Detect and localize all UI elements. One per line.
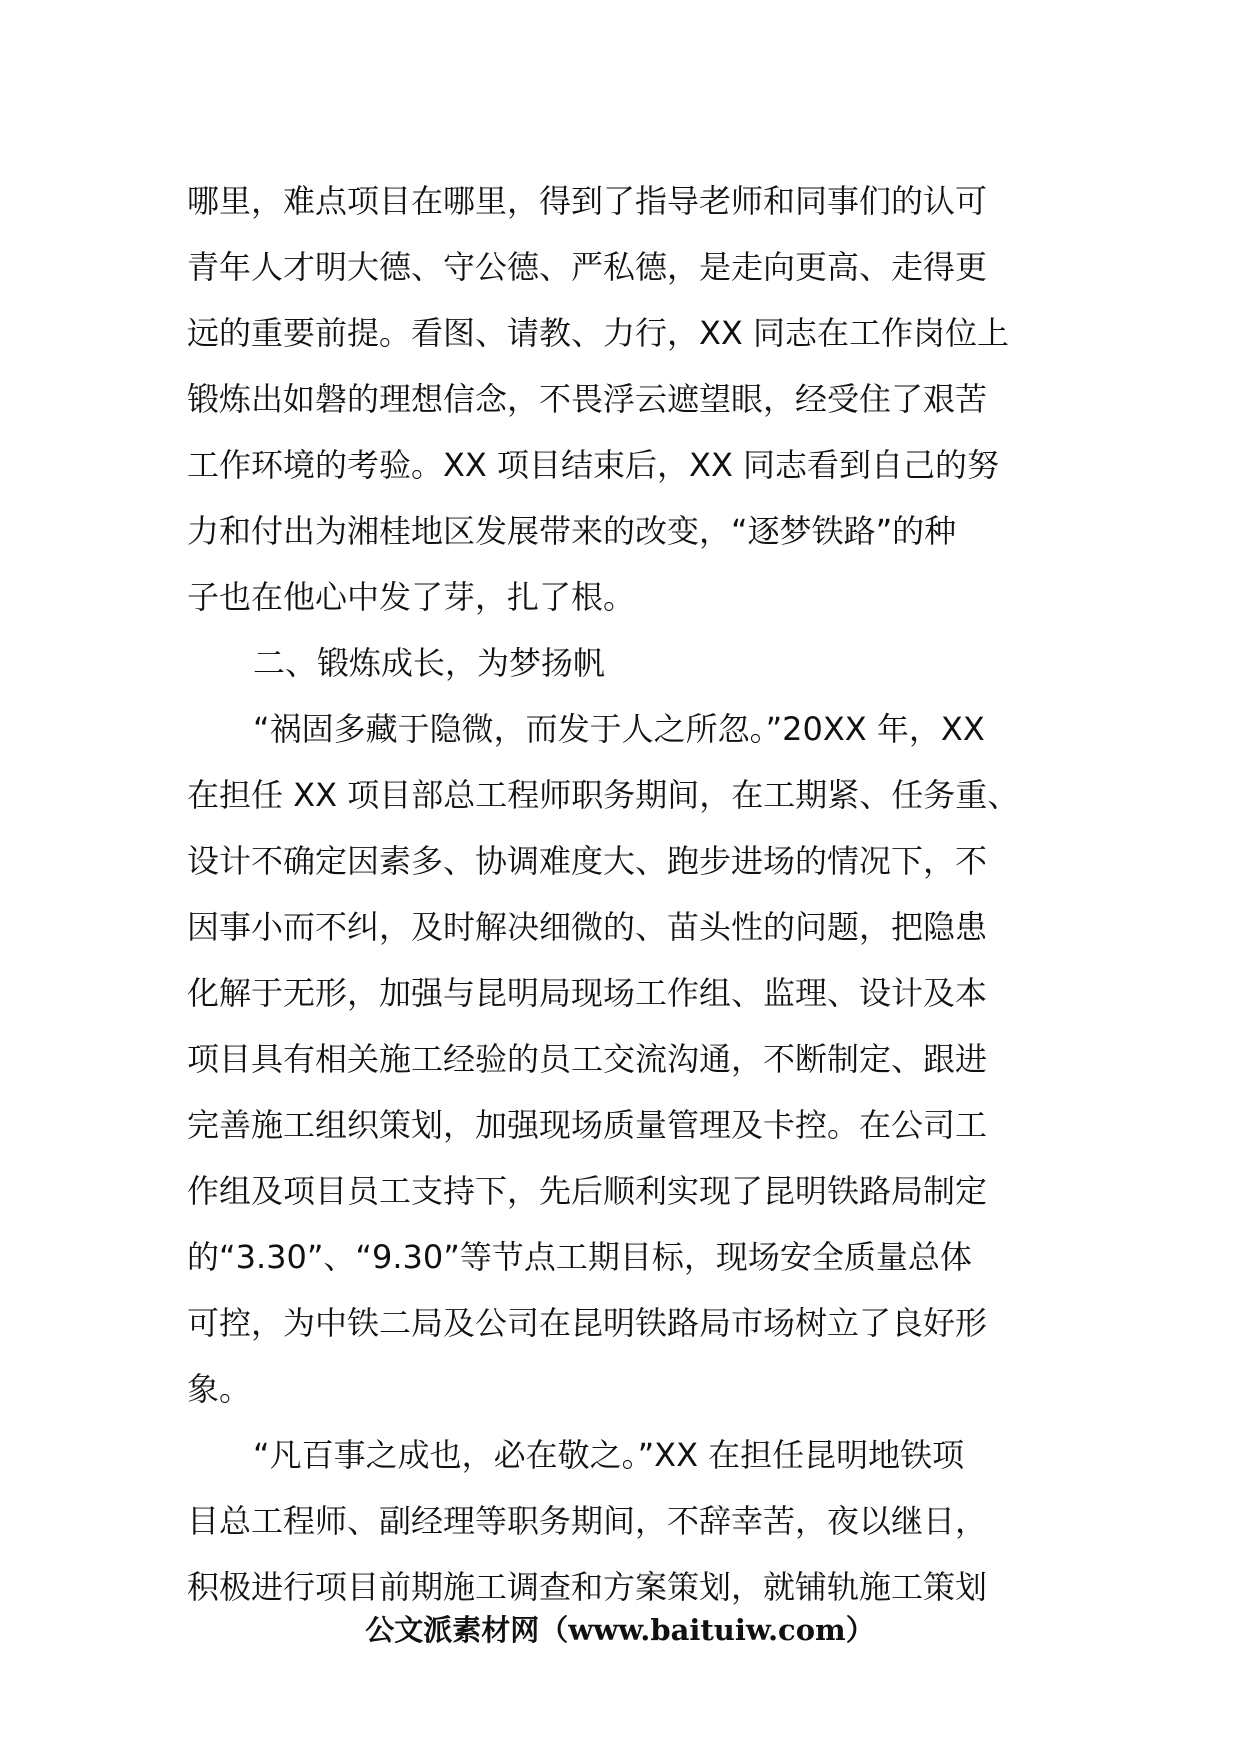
text-line: 在担任 XX 项目部总工程师职务期间，在工期紧、任务重、 (187, 776, 1020, 814)
text-line: 项目具有相关施工经验的员工交流沟通，不断制定、跟进 (187, 1040, 988, 1078)
text-line: 化解于无形，加强与昆明局现场工作组、监理、设计及本 (187, 974, 988, 1012)
text-line: 力和付出为湘桂地区发展带来的改变，“逐梦铁路”的种 (187, 512, 957, 550)
text-line: 子也在他心中发了芽，扎了根。 (187, 578, 636, 616)
text-line: 远的重要前提。看图、请教、力行，XX 同志在工作岗位上 (187, 314, 1010, 352)
text-line: 目总工程师、副经理等职务期间，不辞幸苦，夜以继日， (187, 1502, 988, 1540)
text-line: 锻炼出如磐的理想信念，不畏浮云遮望眼，经受住了艰苦 (187, 380, 988, 418)
text-line: 积极进行项目前期施工调查和方案策划，就铺轨施工策划 (187, 1568, 988, 1606)
text-line: 象。 (187, 1370, 252, 1408)
text-line: 青年人才明大德、守公德、严私德，是走向更高、走得更 (187, 248, 988, 286)
text-line: “祸固多藏于隐微，而发于人之所忽。”20XX 年，XX (253, 710, 985, 748)
text-line: 作组及项目员工支持下，先后顺利实现了昆明铁路局制定 (187, 1172, 988, 1210)
text-line: “凡百事之成也，必在敬之。”XX 在担任昆明地铁项 (253, 1436, 965, 1474)
page-footer: 公文派素材网（www.baituiw.com） (365, 1613, 875, 1647)
text-line: 可控，为中铁二局及公司在昆明铁路局市场树立了良好形 (187, 1304, 988, 1342)
document-body (187, 168, 1067, 1620)
text-line: 的“3.30”、“9.30”等节点工期目标，现场安全质量总体 (187, 1238, 972, 1276)
section-heading: 二、锻炼成长，为梦扬帆 (253, 644, 606, 682)
text-line: 工作环境的考验。XX 项目结束后，XX 同志看到自己的努 (187, 446, 1000, 484)
text-line: 完善施工组织策划，加强现场质量管理及卡控。在公司工 (187, 1106, 988, 1144)
text-line: 哪里，难点项目在哪里，得到了指导老师和同事们的认可 (187, 182, 988, 220)
text-line: 因事小而不纠，及时解决细微的、苗头性的问题，把隐患 (187, 908, 988, 946)
text-line: 设计不确定因素多、协调难度大、跑步进场的情况下，不 (187, 842, 988, 880)
